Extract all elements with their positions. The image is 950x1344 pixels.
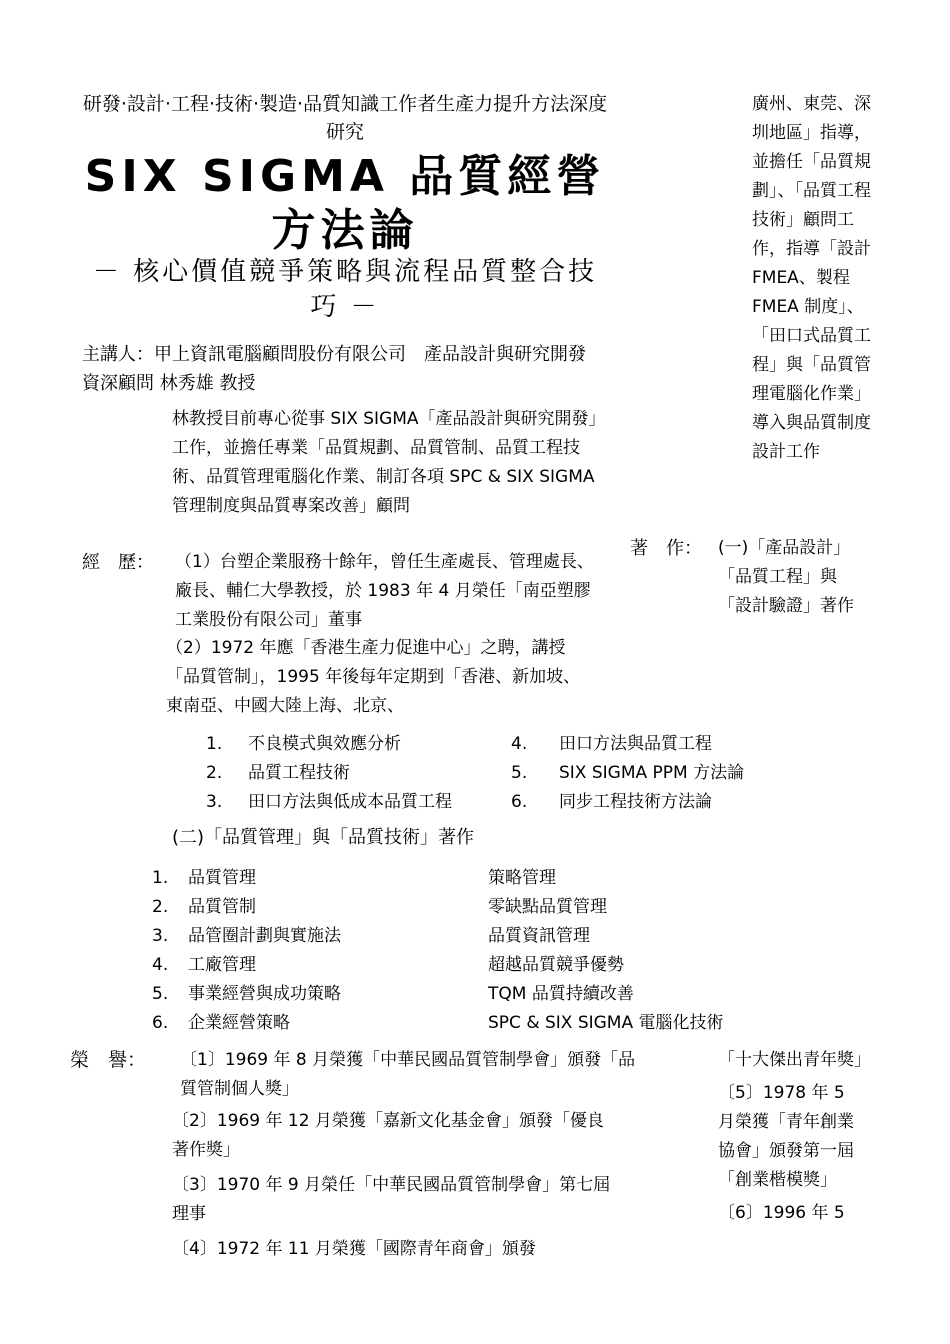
honor-item-5: 〔5〕1978 年 5 月榮獲「青年創業協會」頒發第一屆「創業楷模獎」 — [718, 1083, 854, 1190]
list-item: 策略管理 — [488, 868, 556, 888]
list-item — [206, 758, 350, 783]
list-text: 田口方法與低成本品質工程 — [248, 792, 452, 812]
experience-item-2: （2）1972 年應「香港生產力促進中心」之聘，講授「品質管制」，1995 年後每年定期到「香港、新加坡、東南亞、中國大陸上海、北京、 — [166, 638, 581, 716]
honor-item-2: 〔2〕1969 年 12 月榮獲「嘉新文化基金會」頒發「優良著作獎」 — [172, 1111, 604, 1160]
list-item — [152, 892, 256, 917]
honor-item-1: 〔1〕1969 年 8 月榮獲「中華民國品質管制學會」頒發「品質管制個人獎」 — [180, 1050, 636, 1099]
list-item: TQM 品質持續改善 — [488, 984, 634, 1004]
list-text: SIX SIGMA PPM 方法論 — [559, 763, 745, 783]
list-item — [511, 787, 712, 812]
speaker-line: 主講人：甲上資訊電腦顧問股份有限公司 產品設計與研究開發資深顧問 林秀雄 教授 — [82, 344, 586, 394]
list-number: 3. — [152, 926, 169, 946]
works-section-2-title: (二)「品質管理」與「品質技術」著作 — [172, 827, 475, 848]
list-item — [152, 950, 256, 975]
list-item: SPC & SIX SIGMA 電腦化技術 — [488, 1013, 724, 1033]
list-text: 品質管理 — [188, 868, 256, 888]
experience-item-1: （1）台塑企業服務十餘年，曾任生產處長、管理處長、廠長、輔仁大學教授，於 1983 年 4 月榮任「南亞塑膠工業股份有限公司」董事 — [175, 552, 594, 630]
list-number: 4. — [152, 955, 169, 975]
experience-label: 經 歷： — [82, 552, 154, 573]
list-number: 6. — [511, 792, 528, 812]
list-item: 零缺點品質管理 — [488, 897, 607, 917]
honor-right-a: 「十大傑出青年獎」 — [718, 1050, 871, 1070]
list-item: 品質資訊管理 — [488, 926, 590, 946]
list-number: 4. — [511, 734, 528, 754]
list-item — [152, 921, 341, 946]
list-text: 同步工程技術方法論 — [559, 792, 712, 812]
list-item — [511, 729, 712, 754]
speaker-intro: 林教授目前專心從事 SIX SIGMA「產品設計與研究開發」工作，並擔任專業「品質規劃、品質管制、品質工程技術、品質管理電腦化作業、制訂各項 SPC & SIX SIGMA 管理制度與品質專案改善」顧問 — [172, 409, 606, 516]
list-text: 企業經營策略 — [188, 1013, 290, 1033]
list-text: 田口方法與品質工程 — [559, 734, 712, 754]
list-number: 5. — [152, 984, 169, 1004]
list-number: 1. — [152, 868, 169, 888]
list-item — [152, 863, 256, 888]
list-number: 3. — [206, 792, 223, 812]
list-number: 5. — [511, 763, 528, 783]
honors-label: 榮 譽： — [70, 1049, 147, 1071]
list-text: 品質管制 — [188, 897, 256, 917]
page-subtitle: － 核心價值競爭策略與流程品質整合技巧 － — [92, 257, 598, 322]
list-text: 品質工程技術 — [248, 763, 350, 783]
list-text: 工廠管理 — [188, 955, 256, 975]
page-title: SIX SIGMA 品質經營方法論 — [84, 151, 606, 256]
list-item — [511, 758, 744, 783]
honor-item-6: 〔6〕1996 年 5 — [718, 1203, 845, 1223]
works-section-1-title: (一)「產品設計」「品質工程」與「設計驗證」著作 — [718, 538, 854, 616]
list-text: 事業經營與成功策略 — [188, 984, 341, 1004]
right-column-text: 廣州、東莞、深圳地區」指導，並擔任「品質規劃」、「品質工程技術」顧問工作，指導「設計 FMEA、製程 FMEA 制度」、「田口式品質工程」與「品質管理電腦化作業」導入與品質制度設計工作 — [752, 94, 871, 462]
list-item — [206, 787, 452, 812]
list-number: 6. — [152, 1013, 169, 1033]
list-number: 2. — [152, 897, 169, 917]
list-text: 品管圈計劃與實施法 — [188, 926, 341, 946]
honors-list — [172, 1107, 612, 1264]
honor-item-4: 〔4〕1972 年 11 月榮獲「國際青年商會」頒發 — [172, 1239, 536, 1259]
list-text: 不良模式與效應分析 — [248, 734, 401, 754]
works-label: 著 作： — [630, 538, 702, 559]
honors-right-column — [718, 1046, 871, 1228]
honor-item-3: 〔3〕1970 年 9 月榮任「中華民國品質管制學會」第七屆理事 — [172, 1175, 611, 1224]
list-number: 2. — [206, 763, 223, 783]
list-item: 超越品質競爭優勢 — [488, 955, 624, 975]
list-item — [152, 1008, 290, 1033]
list-number: 1. — [206, 734, 223, 754]
header-subtitle: 研發‧設計‧工程‧技術‧製造‧品質知識工作者生產力提升方法深度研究 — [82, 93, 608, 143]
list-item — [206, 729, 401, 754]
list-item — [152, 979, 341, 1004]
